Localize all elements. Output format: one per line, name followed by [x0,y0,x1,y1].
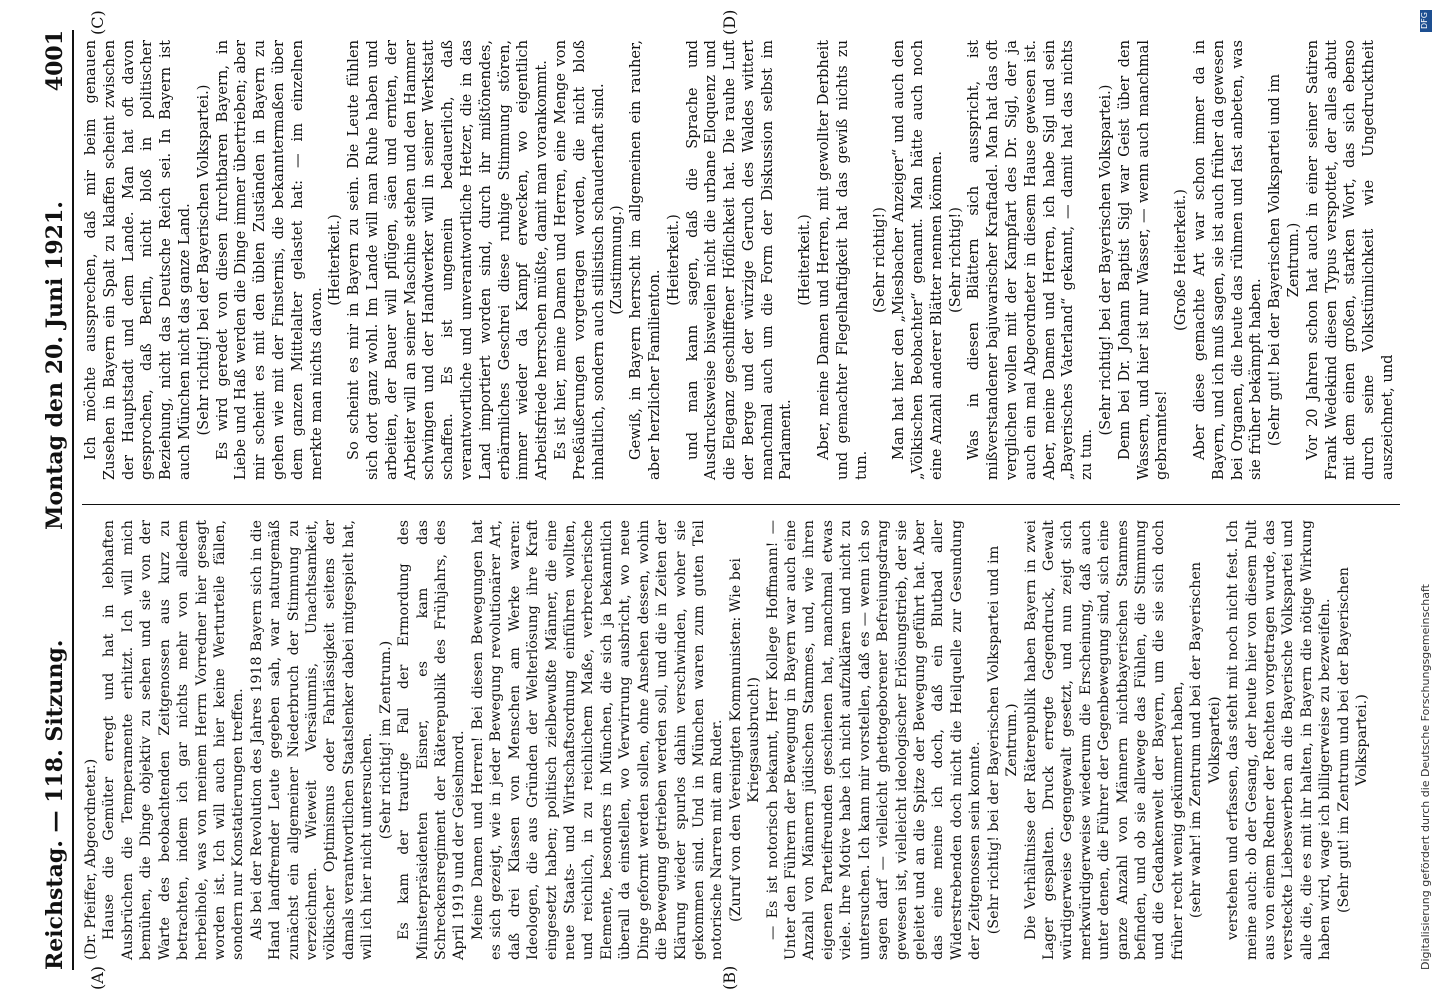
paragraph: Aber, meine Damen und Herren, mit gewollter Derbheit und gemachter Flegelhaftigkeit hat das gewiß nichts zu tun. [815,40,870,480]
speaker-line: (Dr. Pfeiffer, Abgeordneter.) [83,758,99,960]
paragraph: Man hat hier den „Miesbacher Anzeiger“ und auch den „Völkischen Beobachter“ genannt. Man hätte auch noch eine Anzahl anderer Blätter nennen können. [890,40,945,480]
interjection: (Sehr richtig! im Zentrum.) [377,640,394,840]
paragraph: Hause die Gemüter erregt und hat in lebhaften Ausbrüchen die Temperamente erhitzt. Ich will mich bemühen, die Dinge objektiv zu sehen und sie von der Warte des beobachtenden Zeitgenossen aus kurz zu betrachten, indem ich gar nichts mehr von alledem herbeihole, was von meinem Herrn Vorredner hier gesagt worden ist. Ich will auch hier keine Werturteile fällen, sondern nur Konstatierungen treffen. [101,520,247,960]
paragraph: Als bei der Revolution des Jahres 1918 Bayern sich in die Hand landfremder Leute gegeben sah, war naturgemäß zunächst ein allgemeiner Niederbruch der Stimmung zu verzeichnen. Wieweit Versäumnis, Unachtsamkeit, völkischer Optimismus oder Fahrlässigkeit seitens der damals verantwortlichen Staatslenker dabei mitgespielt hat, will ich hier nicht untersuchen. [248,520,376,960]
interjection: (Sehr gut! bei der Bayerischen Volkspartei und im Zentrum.) [1266,73,1302,447]
dfg-logo: DFG [1420,10,1432,32]
page-header [28,30,74,970]
interjection: (Heiterkeit.) [664,214,682,306]
paragraph: Ich möchte aussprechen, daß mir beim genauen Zusehen in Bayern ein Spalt zu klaffen scheint zwischen der Hauptstadt und dem Lande. Man hat oft davon gesprochen, daß Berlin, nicht bloß in politischer Beziehung, nicht das Deutsche Reich sei. In Bayern ist auch München nicht das ganze Land. [82,40,193,480]
interjection: (Zustimmung.) [608,205,626,315]
interjection: (sehr wahr! im Zentrum und bei der Bayerischen Volkspartei) [1188,561,1223,919]
column-divider [82,504,1400,505]
marker-c: (C) [88,10,107,35]
paragraph: Es wird geredet von diesen furchtbaren Bayern, in Liebe und Haß werden die Dinge immer übertrieben; aber mir scheint es mit den üblen Zuständen in Bayern zu gehen wie mit der Finsternis, die bekanntermaßen über dem ganzen Mittelalter gelastet hat: — im einzelnen merkte man nichts davon. [213,40,325,480]
paragraph: verstehen und erfassen, das steht mit noch nicht fest. Ich meine auch: ob der Gesang, der heute hier von diesem Pult aus von einem Redner der Rechten vorgetragen wurde, das versteckte Liebeswerben an die Bayerische Volkspartei und alle die, die es mit ihr halten, in Bayern die nötige Wirkung haben wird, wage ich billigerweise zu bezweifeln. [1225,520,1334,960]
paragraph: — Es ist notorisch bekannt, Herr Kollege Hoffmann! — Unter den Führern der Bewegung in Bayern war auch eine Anzahl von Männern jüdischen Stammes, und, wie ihren eigenen Parteifreunden geschienen hat, manchmal etwas viele. Ihre Motive habe ich nicht aufzuklären und nicht zu untersuchen. Ich kann mir vorstellen, daß es — wenn ich so sagen darf — vielleicht ghettogeborener Befreiungsdrang gewesen ist, vielleicht ideologischer Erlösungstrieb, der sie geleitet und an die Spitze der Bewegung geführt hat. Aber das eine meine ich doch, daß ein Blutbad aller Widerstrebenden doch nicht die Heilquelle zur Gesundung der Zeitgenossen sein konnte. [764,520,984,960]
interjection: (Sehr gut! im Zentrum und bei der Bayerischen Volkspartei.) [1335,567,1371,914]
paragraph: Meine Damen und Herren! Bei diesen Bewegungen hat es sich gezeigt, wie in jeder Bewegung revolutionärer Art, daß drei Klassen von Menschen am Werke waren: Ideologen, die aus Gründen der Welterlösung ihre Kraft eingesetzt haben; politisch zielbewußte Männer, die eine neue Staats- und Wirtschaftsordnung einführen wollten, und reichlich, in zu reichlichem Maße, verbrecherische Elemente, besonders in München, die sich ja bekanntlich überall da einstellen, wo Verwirrung ausbricht, wo neue Dinge geformt werden sollen, ohne Ansehen dessen, wohin die Bewegung getrieben werden soll, und die in Zeiten der Klärung wieder spurlos dahin verschwinden, woher sie gekommen sind. Und in München waren zum guten Teil notorische Narren mit am Ruder. [469,520,726,960]
interjection: (Heiterkeit.) [326,214,344,306]
marker-a: (A) [88,965,107,990]
header-left: Reichstag. — 118. Sitzung. [42,639,68,970]
paragraph: So scheint es mir in Bayern zu sein. Die Leute fühlen sich dort ganz wohl. Im Lande will man Ruhe haben und arbeiten, der Bauer will pflügen, säen und ernten, der Arbeiter will an seiner Maschine stehen und den Hammer schwingen und der Handwerker will in seiner Werkstatt schaffen. Es ist ungemein bedauerlich, daß verantwortliche und unverantwortliche Hetzer, die in das Land importiert worden sind, durch ihr mißtönendes, erbärmliches Geschrei diese ruhige Stimmung stören, immer wieder da Kampf erwecken, wo eigentlich Arbeitsfriede herrschen müßte, damit man vorankommt. [345,40,551,480]
interjection: (Sehr richtig! bei der Bayerischen Volkspartei.) [1097,84,1115,436]
interjection: (Sehr richtig! bei der Bayerischen Volkspartei.) [194,84,212,436]
paragraph: und man kann sagen, daß die Sprache und Ausdrucksweise bisweilen nicht die urbane Eloquenz und die Eleganz geschliffener Höflichkeit hat. Die rauhe Luft der Berge und der würzige Geruch des Waldes wittert manchmal auch um die Form der Diskussion selbst im Parlament. [683,40,795,480]
paragraph: Aber diese gemachte Art war schon immer da in Bayern, und ich muß sagen, sie ist auch früher da gewesen bei Organen, die heute das rühmen und fast anbeten, was sie früher bekämpft haben. [1191,40,1265,480]
paragraph: Vor 20 Jahren schon hat auch in einer seiner Satiren Frank Wedekind diesen Typus verspottet, der alles abtut mit dem einen großen, starken Wort, das sich ebenso durch seine Volkstümlichkeit wie Ungedrucktheit auszeichnet, und [1303,40,1396,480]
interjection: (Sehr richtig!) [946,207,964,313]
marker-b: (B) [720,965,739,990]
interjection: (Große Heiterkeit.) [1172,189,1190,331]
paragraph: Denn bei Dr. Johann Baptist Sigl war Geist über den Wassern, und hier ist nur Wasser, — wenn auch manchmal gebranntes! [1115,40,1171,480]
interjection: (Sehr richtig! bei der Bayerischen Volkspartei und im Zentrum.) [985,545,1021,935]
left-column [82,520,1372,960]
paragraph: Die Verhältnisse der Räterepublik haben Bayern in zwei Lager gespalten. Druck erregte Gegendruck, Gewalt würdigerweise Gegengewalt gesetzt, und nun zeigt sich merkwürdigerweise wiederum die Erscheinung, daß auch unter denen, die Führer der Gegenbewegung sind, sich eine ganze Anzahl von Männern nichtbayerischen Stammes befinden, und ob sie allewege das Fühlen, die Stimmung und die Gedankenwelt der Bayern, um die sie sich doch früher recht wenig gekümmert haben, [1022,520,1186,960]
paragraph: Es ist hier, meine Damen und Herren, eine Menge von Preßäußerungen vorgetragen worden, die nicht bloß inhaltlich, sondern auch stilistisch schauderhaft sind. [551,40,607,480]
paragraph: Was in diesen Blättern sich ausspricht, ist mißverstandener bajuwarischer Kraftadel. Man hat das oft verglichen wollen mit der Kampfart des Dr. Sigl, der ja auch ein mal Abgeordneter in diesem Hause gewesen ist. Aber, meine Damen und Herren, ich habe Sigl und sein „Bayerisches Vaterland“ gekannt, — damit hat das nichts zu tun. [965,40,1096,480]
digitization-note: Digitalisierung gefördert durch die Deutsche Forschungsgemeinschaft [1419,584,1432,970]
interjection: (Heiterkeit.) [796,214,814,306]
page-number: 4001 [42,30,68,92]
interjection: (Sehr richtig!) [871,207,889,313]
header-date: Montag den 20. Juni 1921. [42,201,68,530]
marker-d: (D) [720,9,739,35]
interjection: (Zuruf von den Vereinigten Kommunisten: Wie bei Kriegsausbruch!) [727,558,763,922]
right-column [82,40,1398,480]
paragraph: Gewiß, in Bayern herrscht im allgemeinen ein rauher, aber herzlicher Familienton. [627,40,663,480]
paragraph: Es kam der traurige Fall der Ermordung des Ministerpräsidenten Eisner, es kam das Schreckensregiment der Räterepublik des Frühjahrs, des April 1919 und der Geiselmord. [396,520,468,960]
